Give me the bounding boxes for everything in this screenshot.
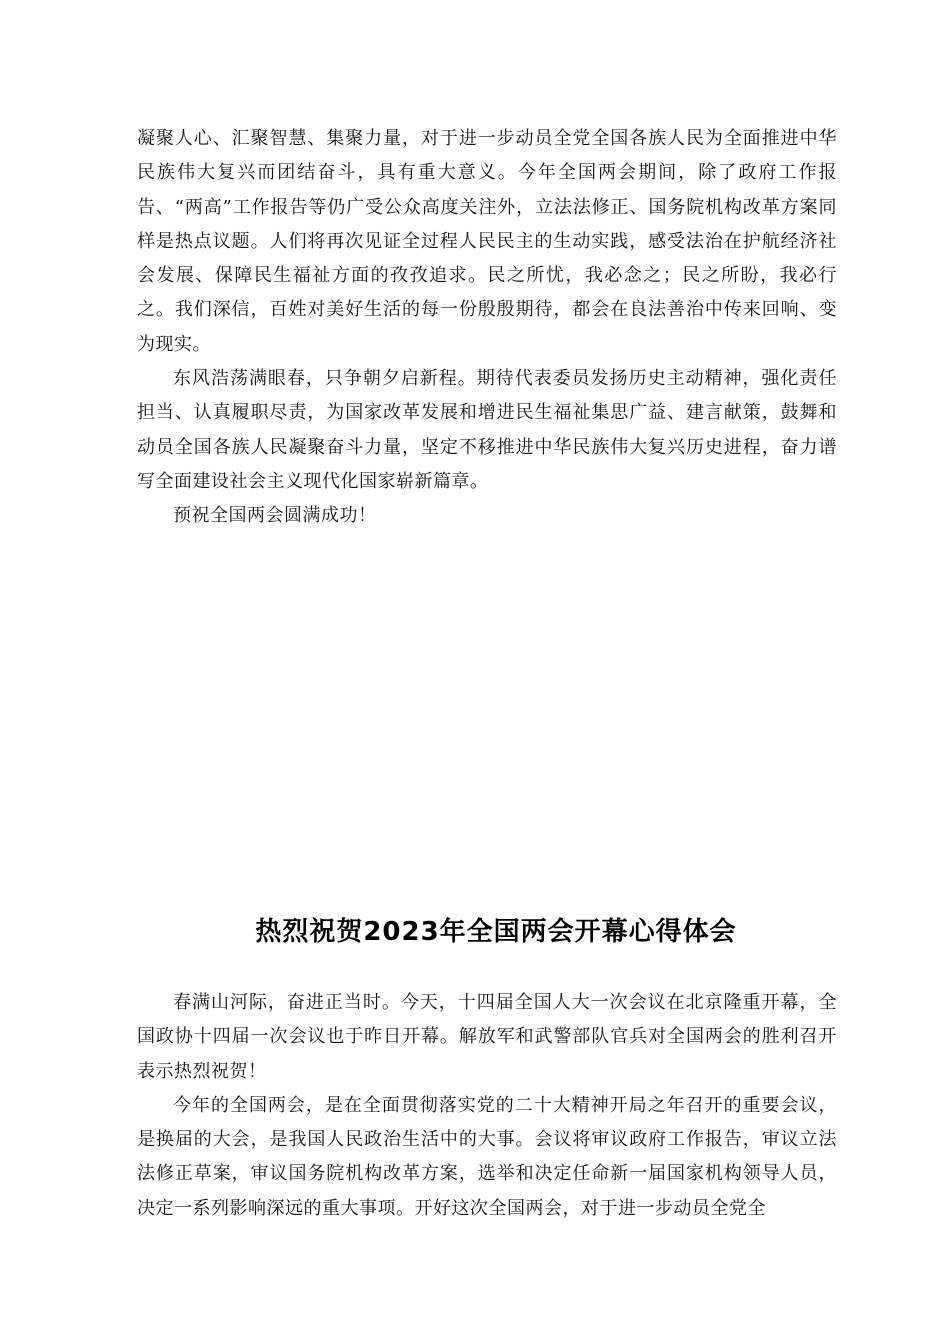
body-paragraph: 凝聚人心、汇聚智慧、集聚力量，对于进一步动员全党全国各族人民为全面推进中华民族伟大复兴而团结奋斗，具有重大意义。今年全国两会期间，除了政府工作报告、“两高”工作报告等仍广受公众高度关注外，立法法修正、国务院机构改革方案同样是热点议题。人们将再次见证全过程人民民主的生动实践，感受法治在护航经济社会发展、保障民生福祉方面的孜孜追求。民之所忧，我必念之；民之所盼，我必行之。我们深信，百姓对美好生活的每一份殷殷期待，都会在良法善治中传来回响、变为现实。 [137,128,837,355]
article-title: 热烈祝贺2023年全国两会开幕心得体会 [255,917,737,947]
body-paragraph: 今年的全国两会，是在全面贯彻落实党的二十大精神开局之年召开的重要会议，是换届的大会，是我国人民政治生活中的大事。会议将审议政府工作报告，审议立法法修正草案，审议国务院机构改革方案，选举和决定任命新一届国家机构领导人员，决定一系列影响深远的重大事项。开好这次全国两会，对于进一步动员全党全 [137,1094,837,1219]
continued-text-block [137,122,837,534]
article-body [137,986,837,1226]
body-paragraph: 东风浩荡满眼春，只争朝夕启新程。期待代表委员发扬历史主动精神，强化责任担当、认真履职尽责，为国家改革发展和增进民生福祉集思广益、建言献策，鼓舞和动员全国各族人民凝聚奋斗力量，坚定不移推进中华民族伟大复兴历史进程，奋力谱写全面建设社会主义现代化国家崭新篇章。 [137,368,837,492]
body-paragraph: 春满山河际，奋进正当时。今天，十四届全国人大一次会议在北京隆重开幕，全国政协十四届一次会议也于昨日开幕。解放军和武警部队官兵对全国两会的胜利召开表示热烈祝贺！ [137,992,837,1082]
closing-line: 预祝全国两会圆满成功！ [173,505,377,527]
